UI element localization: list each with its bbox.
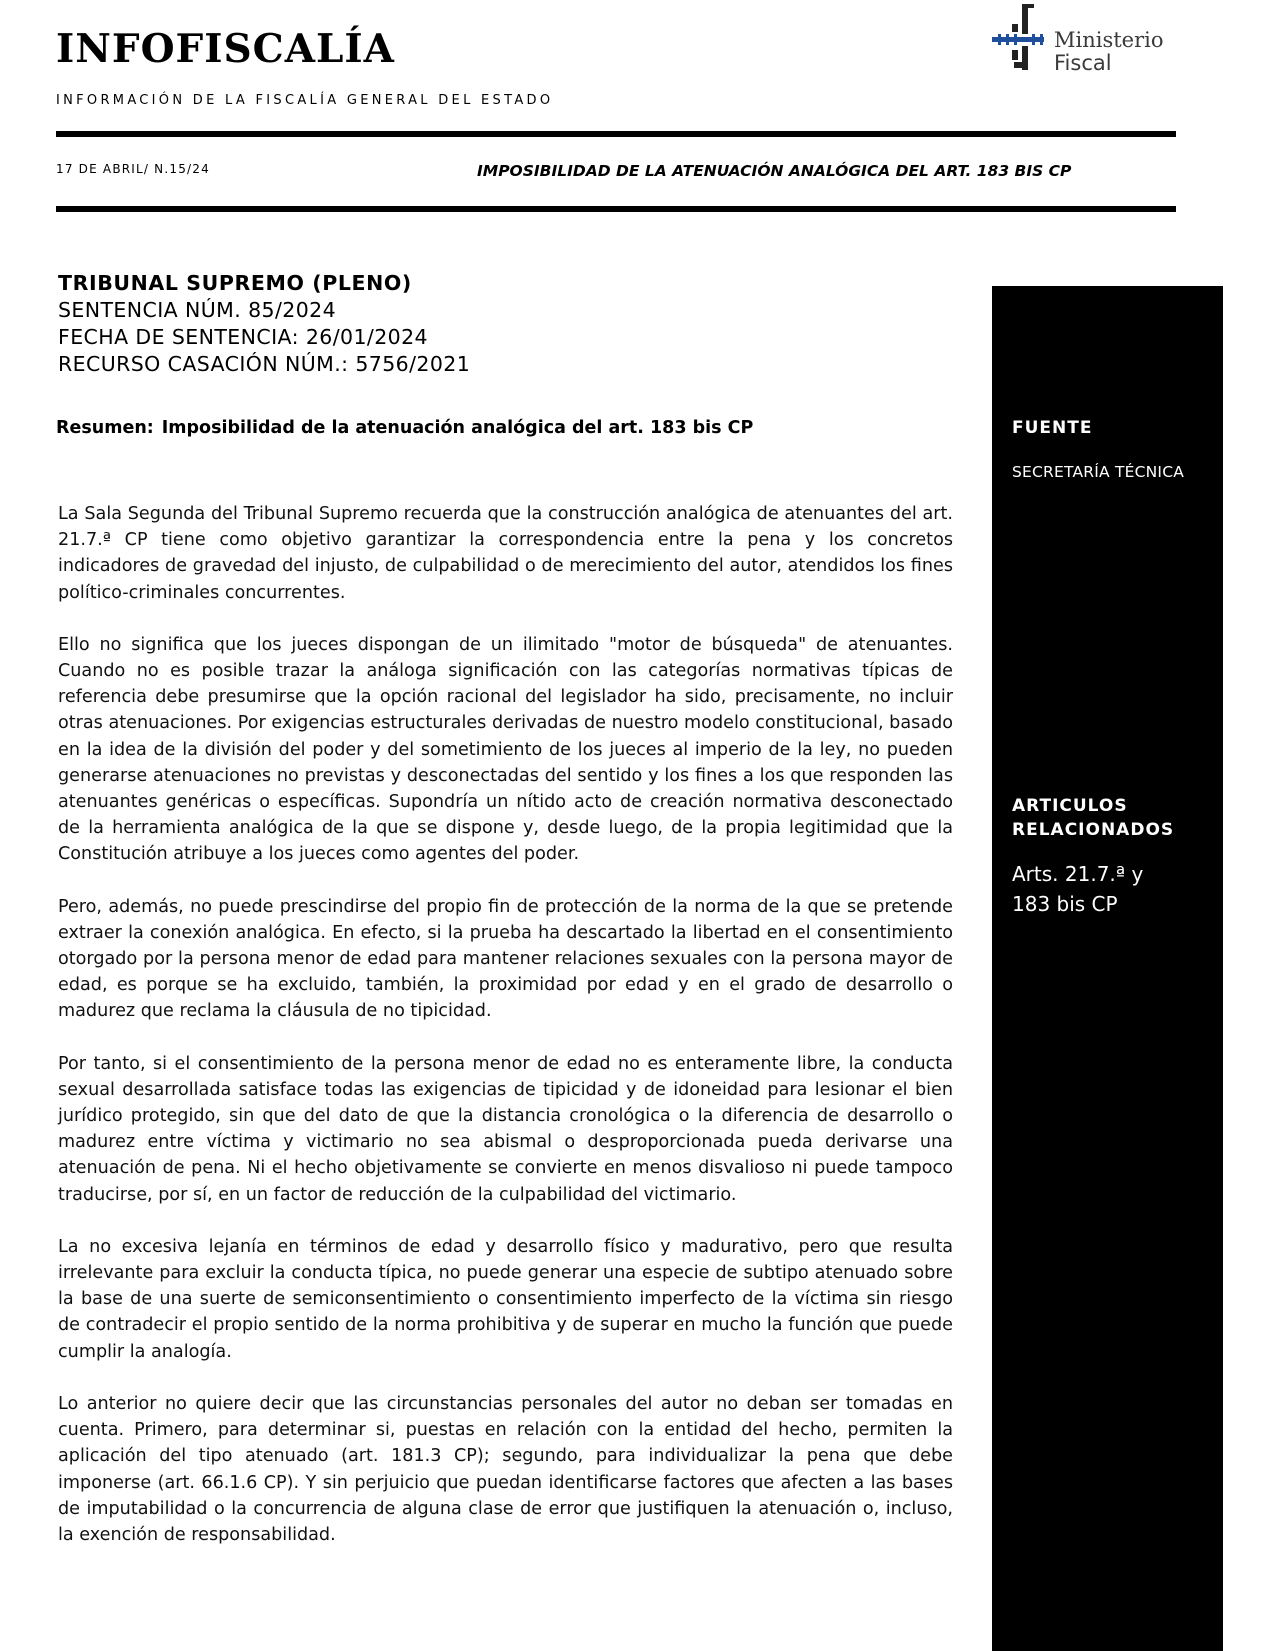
summary	[56, 418, 753, 438]
articles-heading	[1012, 794, 1174, 842]
body-paragraph-5: La no excesiva lejanía en términos de edad y desarrollo físico y madurativo, pero que resulta irrelevante para excluir la conducta típica, no puede generar una especie de subtipo atenuado sobre la base de una suerte de semiconsentimiento o consentimiento imperfecto de la víctima sin riesgo de contradecir el propio sentido de la norma prohibitiva y de superar en mucho la función que puede cumplir la analogía.	[58, 1236, 953, 1362]
related-articles-line-1: Arts. 21.7.ª y	[1012, 862, 1144, 886]
source-heading: FUENTE	[1012, 418, 1093, 438]
header-rule-top	[56, 131, 1176, 137]
court-title: TRIBUNAL SUPREMO (PLENO)	[58, 271, 412, 295]
sidebar	[992, 286, 1223, 1651]
body-paragraph-2: Ello no significa que los jueces dispongan de un ilimitado "motor de búsqueda" de atenuantes. Cuando no es posible trazar la análoga significación con las categorías normativas típicas de referencia debe presumirse que la opción racional del legislador ha sido, precisamente, no incluir otras atenuaciones. Por exigencias estructurales derivadas de nuestro modelo constitucional, basado en la idea de la división del poder y del sometimiento de los jueces al imperio de la ley, no pueden generarse atenuaciones no previstas y desconectadas del sentido y los fines a los que responden las atenuantes genéricas o específicas. Supondría un nítido acto de creación normativa desconectado de la herramienta analógica de la que se dispone y, desde luego, de la propia legitimidad que la Constitución atribuye a los jueces como agentes del poder.	[58, 634, 953, 865]
summary-label: Resumen:	[56, 418, 154, 438]
articles-heading-line-2: RELACIONADOS	[1012, 820, 1175, 840]
articles-heading-line-1: ARTICULOS	[1012, 796, 1128, 816]
ministerio-fiscal-logo	[992, 4, 1182, 76]
issue-date: 17 DE ABRIL/ N.15/24	[56, 162, 210, 176]
summary-text: Imposibilidad de la atenuación analógica del art. 183 bis CP	[161, 418, 754, 438]
related-articles	[1012, 859, 1143, 919]
body-paragraph-1: La Sala Segunda del Tribunal Supremo recuerda que la construcción analógica de atenuantes del art. 21.7.ª CP tiene como objetivo garantizar la correspondencia entre la pena y los concretos indicadores de gravedad del injusto, de culpabilidad o de merecimiento del autor, atendidos los fines político-criminales concurrentes.	[58, 504, 953, 603]
sentence-number: SENTENCIA NÚM. 85/2024	[58, 298, 337, 322]
logo-line-1: Ministerio	[1054, 28, 1164, 52]
body-paragraph-4: Por tanto, si el consentimiento de la persona menor de edad no es enteramente libre, la conducta sexual desarrollada satisface todas las exigencias de tipicidad y de idoneidad para lesionar el bien jurídico protegido, sin que del dato de que la distancia cronológica o la diferencia de desarrollo o madurez entre víctima y victimario no sea abismal o desproporcionada pueda derivarse una atenuación de pena. Ni el hecho objetivamente se convierte en menos disvalioso ni puede tampoco traducirse, por sí, en un factor de reducción de la culpabilidad del victimario.	[58, 1053, 953, 1205]
case-block	[58, 270, 470, 378]
header-rule-bottom	[56, 206, 1176, 212]
issue-topic: IMPOSIBILIDAD DE LA ATENUACIÓN ANALÓGICA DEL ART. 183 BIS CP	[477, 162, 1072, 180]
body-paragraph-6: Lo anterior no quiere decir que las circunstancias personales del autor no deban ser tomadas en cuenta. Primero, para determinar si, puestas en relación con la entidad del hecho, permiten la aplicación del tipo atenuado (art. 181.3 CP); segundo, para individualizar la pena que debe imponerse (art. 66.1.6 CP). Y sin perjuicio que puedan identificarse factores que afecten a las bases de imputabilidad o la concurrencia de alguna clase de error que justifiquen la atenuación o, incluso, la exención de responsabilidad.	[58, 1393, 953, 1545]
appeal-number: RECURSO CASACIÓN NÚM.: 5756/2021	[58, 352, 471, 376]
ministerio-fiscal-logo-icon	[992, 4, 1050, 76]
masthead-subtitle: INFORMACIÓN DE LA FISCALÍA GENERAL DEL ESTADO	[56, 93, 554, 108]
logo-line-2: Fiscal	[1054, 51, 1112, 75]
masthead-title: INFOFISCALÍA	[56, 26, 395, 72]
logo-text	[1054, 29, 1164, 75]
sentence-date: FECHA DE SENTENCIA: 26/01/2024	[58, 325, 428, 349]
body-paragraph-3: Pero, además, no puede prescindirse del propio fin de protección de la norma de la que se pretende extraer la conexión analógica. En efecto, si la prueba ha descartado la libertad en el consentimiento otorgado por la persona menor de edad para mantener relaciones sexuales con la persona mayor de edad, es porque se ha excluido, también, la proximidad por edad y en el grado de desarrollo o madurez que reclama la cláusula de no tipicidad.	[58, 896, 953, 1022]
body-text	[58, 501, 953, 1574]
source-value: SECRETARÍA TÉCNICA	[1012, 463, 1185, 481]
related-articles-line-2: 183 bis CP	[1012, 892, 1118, 916]
